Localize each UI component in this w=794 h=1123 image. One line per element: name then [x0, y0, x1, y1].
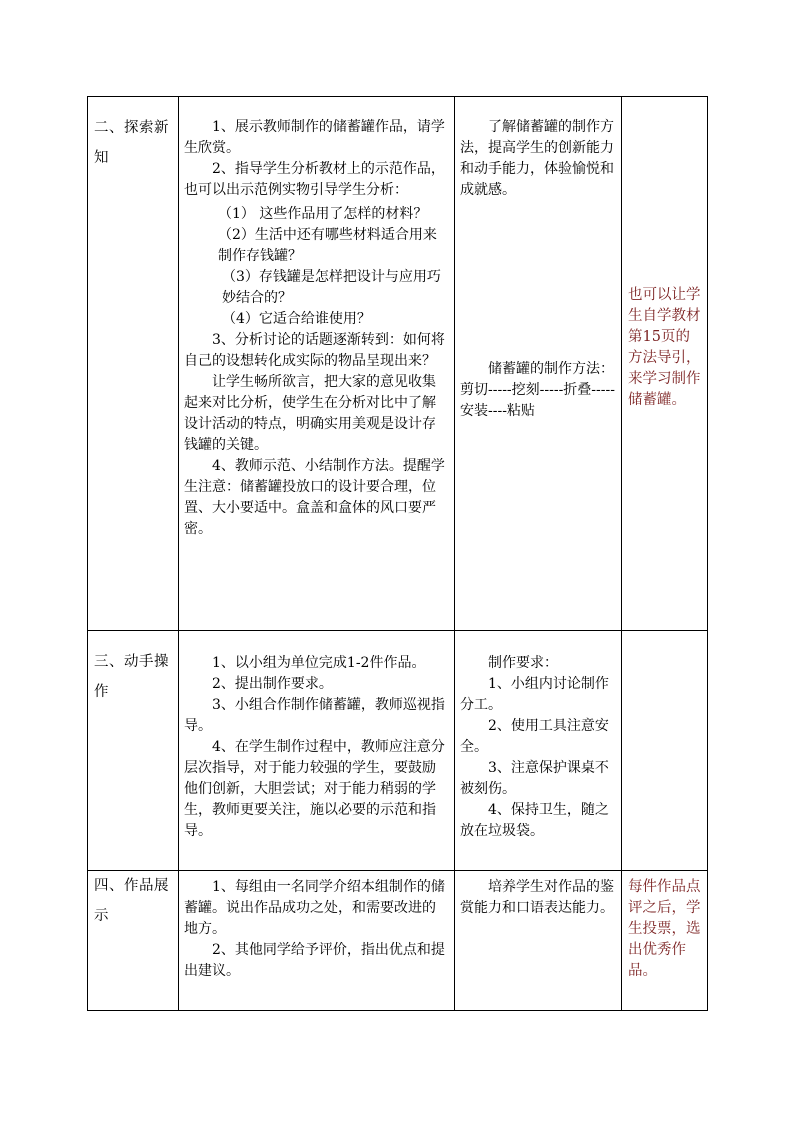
process-line: 1、以小组为单位完成1-2件作品。 — [212, 655, 426, 671]
stage-label: 三、动手操作 — [94, 654, 169, 700]
note-cell — [622, 97, 708, 631]
process-cell — [179, 631, 455, 871]
intent-line: 了解储蓄罐的制作方法，提高学生的创新能力和动手能力，体验愉悦和成就感。 — [460, 119, 614, 198]
process-line: 4、在学生制作过程中，教师应注意分层次指导，对于能力较强的学生，要鼓励他们创新，大胆尝试；对于能力稍弱的学生，教师更要关注，施以必要的示范和指导。 — [184, 739, 445, 839]
process-line: 3、分析讨论的话题逐渐转到：如何将自己的设想转化成实际的物品呈现出来？ — [184, 332, 445, 369]
process-line: （3）存钱罐是怎样把设计与应用巧妙结合的？ — [222, 269, 441, 306]
intent-line: 制作要求： — [488, 655, 558, 671]
stage-cell — [88, 871, 179, 1011]
intent-cell — [455, 631, 622, 871]
process-line: （4）它适合给谁使用？ — [222, 311, 371, 327]
process-line: 4、教师示范、小结制作方法。提醒学生注意：储蓄罐投放口的设计要合理，位置、大小要适中。盒盖和盒体的风口要严密。 — [184, 458, 445, 537]
process-line: 1、展示教师制作的储蓄罐作品，请学生欣赏。 — [184, 119, 445, 156]
process-line: 3、小组合作制作储蓄罐，教师巡视指导。 — [184, 697, 445, 734]
process-line: 1、每组由一名同学介绍本组制作的储蓄罐。说出作品成功之处，和需要改进的地方。 — [184, 879, 445, 937]
process-cell — [179, 871, 455, 1011]
note-cell — [622, 871, 708, 1011]
intent-line: 1、小组内讨论制作分工。 — [460, 676, 609, 713]
stage-label: 二、探索新知 — [94, 120, 169, 166]
lesson-plan-table — [87, 96, 708, 1011]
note-text: 也可以让学生自学教材第15页的方法导引，来学习制作储蓄罐。 — [628, 287, 701, 408]
stage-label: 四、作品展示 — [94, 878, 169, 924]
note-text: 每件作品点评之后，学生投票，选出优秀作品。 — [628, 879, 701, 979]
table-row — [88, 631, 708, 871]
intent-cell — [455, 97, 622, 631]
intent-line: 2、使用工具注意安全。 — [460, 718, 609, 755]
stage-cell — [88, 97, 179, 631]
process-line: 2、提出制作要求。 — [212, 676, 333, 692]
note-cell — [622, 631, 708, 871]
process-line: （2）生活中还有哪些材料适合用来制作存钱罐？ — [218, 227, 437, 264]
intent-line: 储蓄罐的制作方法：剪切-----挖刻-----折叠-----安装----粘贴 — [460, 361, 615, 419]
process-line: 让学生畅所欲言，把大家的意见收集起来对比分析，使学生在分析对比中了解设计活动的特点，明确实用美观是设计存钱罐的关键。 — [184, 374, 436, 453]
intent-cell — [455, 871, 622, 1011]
process-line: 2、指导学生分析教材上的示范作品，也可以出示范例实物引导学生分析： — [184, 161, 445, 198]
table-row — [88, 97, 708, 631]
intent-line: 3、注意保护课桌不被刻伤。 — [460, 760, 609, 797]
process-cell — [179, 97, 455, 631]
process-line: （1） 这些作品用了怎样的材料？ — [218, 206, 428, 222]
intent-line: 4、保持卫生，随之放在垃圾袋。 — [460, 802, 609, 839]
process-line: 2、其他同学给予评价，指出优点和提出建议。 — [184, 942, 445, 979]
table-row — [88, 871, 708, 1011]
stage-cell — [88, 631, 179, 871]
intent-line: 培养学生对作品的鉴赏能力和口语表达能力。 — [460, 879, 614, 916]
